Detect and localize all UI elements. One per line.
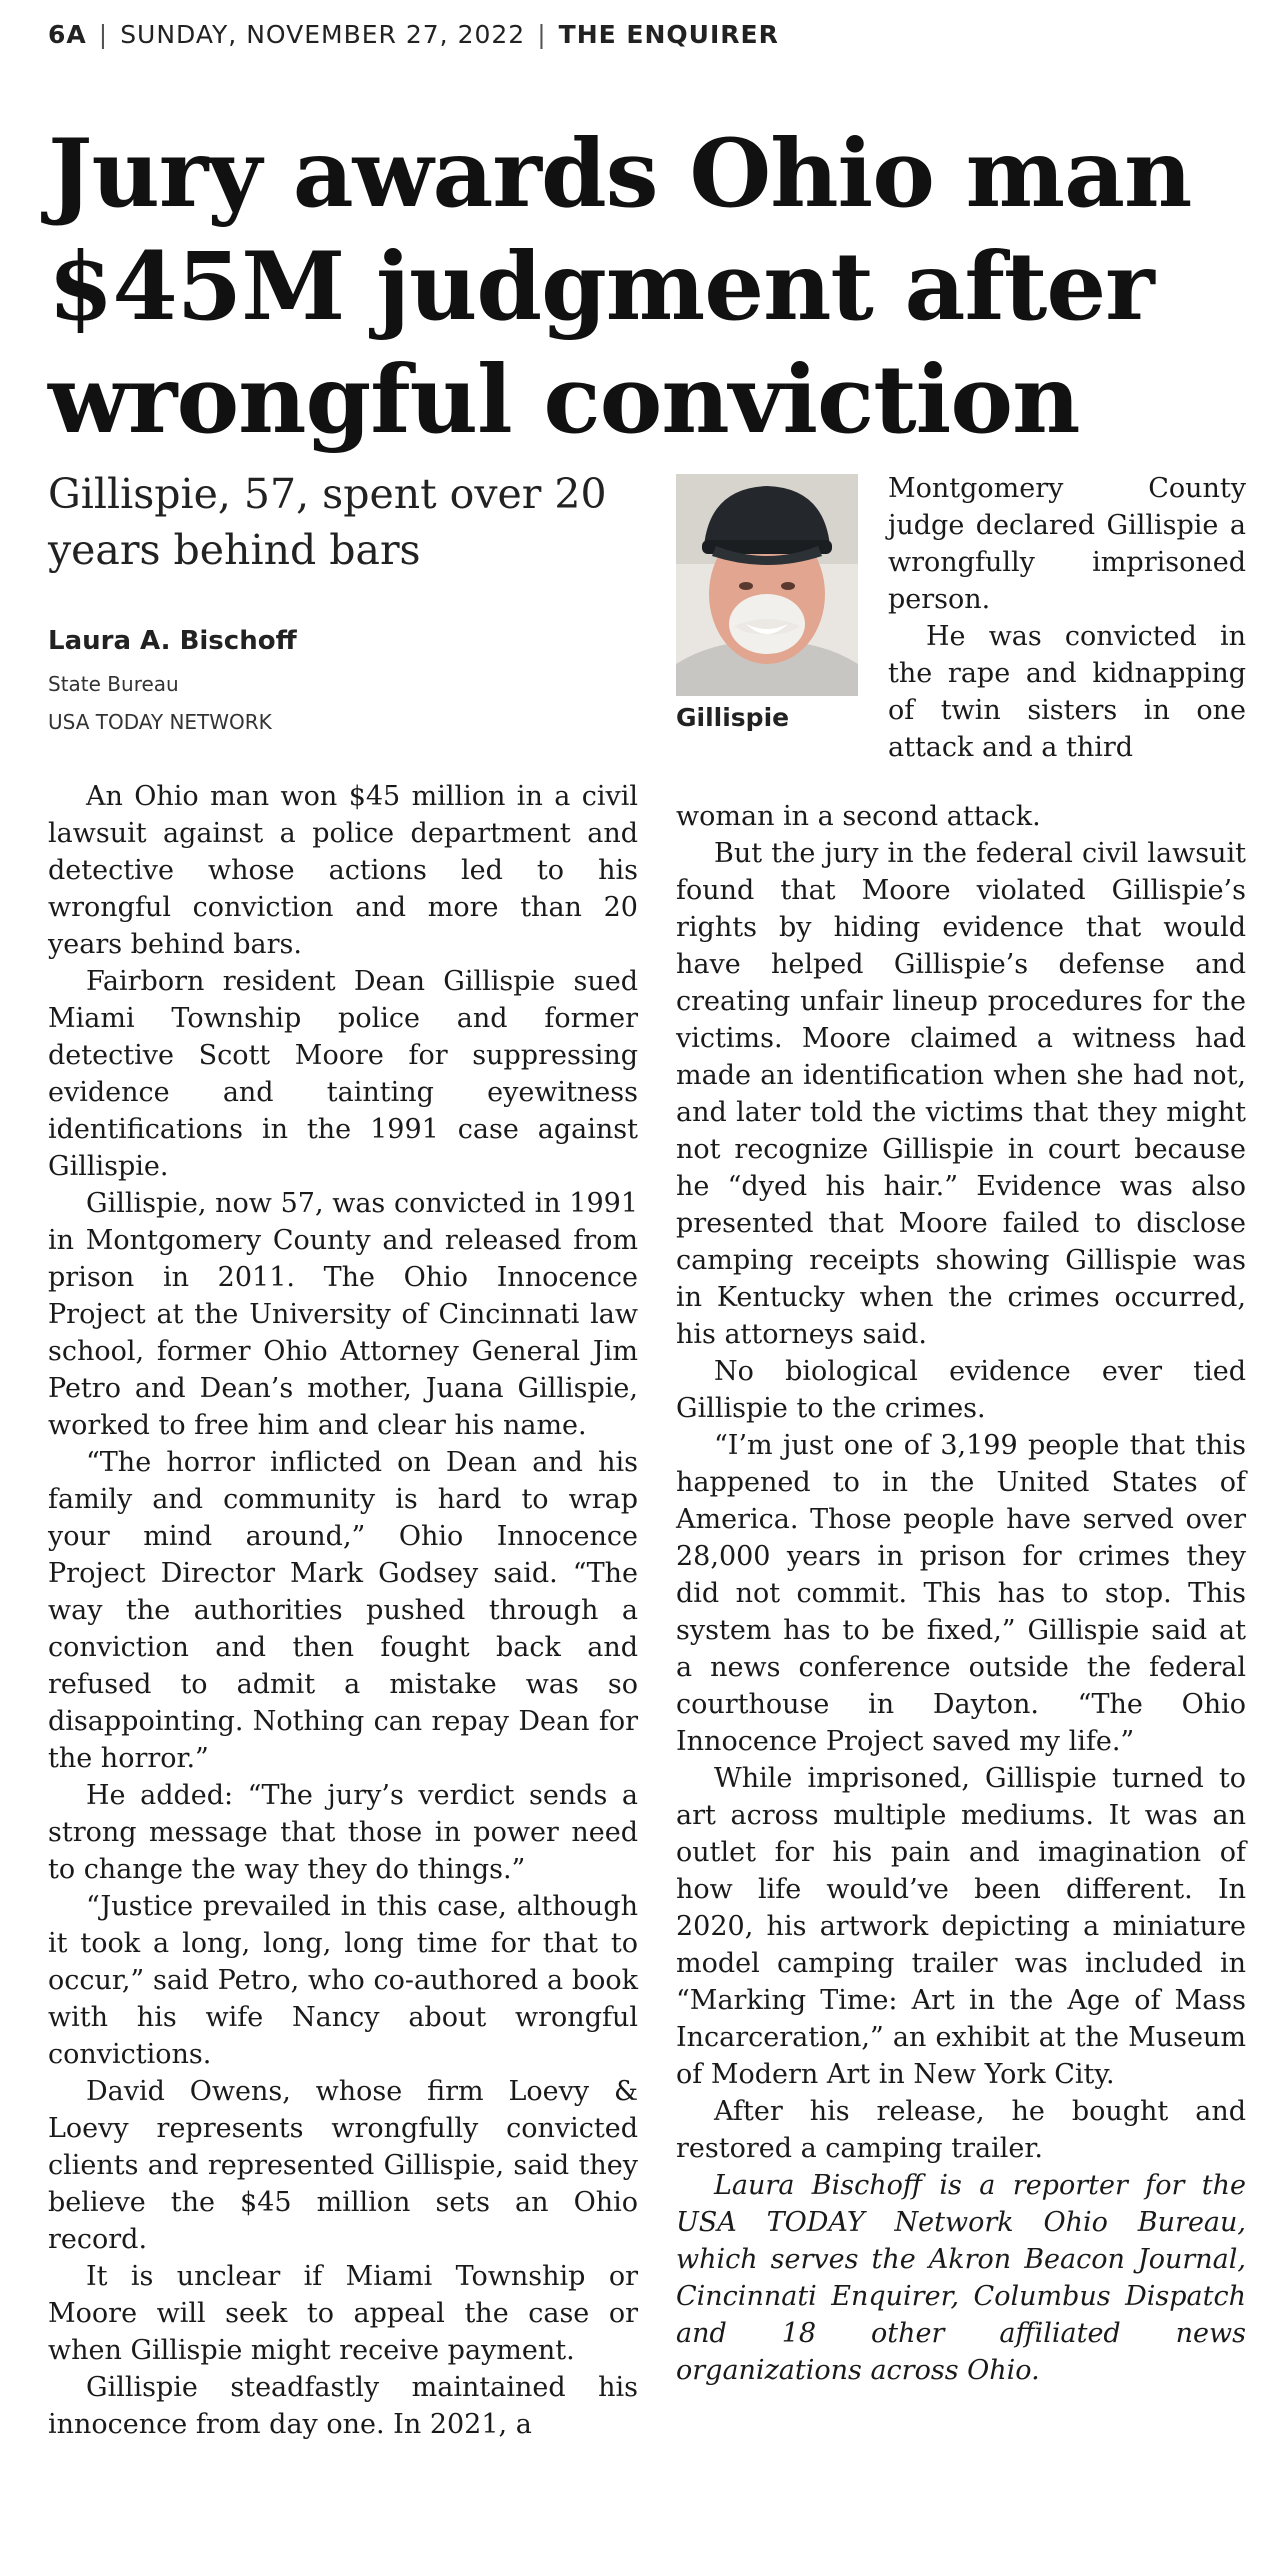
body-paragraph: It is unclear if Miami Township or Moore will seek to appeal the case or when Gillispie might receive payment. [48,2261,638,2366]
photo-caption: Gillispie [676,703,790,732]
byline-network: USA TODAY NETWORK [48,710,272,734]
body-paragraph: He was convicted in the rape and kidnapping of twin sisters in one attack and a third [888,621,1246,763]
body-paragraph: “Justice prevailed in this case, although it took a long, long, long time for that to occur,” said Petro, who co-authored a book with his wife Nancy about wrongful convictions. [48,1891,638,2070]
body-paragraph: Gillispie, now 57, was convicted in 1991 in Montgomery County and released from prison in 2011. The Ohio Innocence Project at the University of Cincinnati law school, former Ohio Attorney General Jim Petro and Dean’s mother, Juana Gillispie, worked to free him and clear his name. [48,1188,638,1441]
gillispie-photo [676,474,858,696]
body-paragraph: An Ohio man won $45 million in a civil lawsuit against a police department and detective whose actions led to his wrongful conviction and more than 20 years behind bars. [48,781,638,960]
body-paragraph: No biological evidence ever tied Gillispie to the crimes. [676,1356,1246,1424]
author-tagline: Laura Bischoff is a reporter for the USA TODAY Network Ohio Bureau, which serves the Akron Beacon Journal, Cincinnati Enquirer, Columbus Dispatch and 18 other affiliated news organizations across Ohio. [676,2170,1246,2386]
folio-divider: | [537,20,547,49]
body-paragraph: Montgomery County judge declared Gillispie a wrongfully imprisoned person. [888,473,1246,615]
body-paragraph: He added: “The jury’s verdict sends a strong message that those in power need to change the way they do things.” [48,1780,638,1885]
body-paragraph: After his release, he bought and restored a camping trailer. [676,2096,1246,2164]
article-column-right [676,798,1246,2389]
page-number: 6A [48,20,87,49]
portrait-image [676,474,858,696]
body-paragraph: Fairborn resident Dean Gillispie sued Miami Township police and former detective Scott Moore for suppressing evidence and tainting eyewitness identifications in the 1991 case against Gillispie. [48,966,638,1182]
newspaper-name: THE ENQUIRER [558,20,779,49]
body-paragraph-continued: woman in a second attack. [676,801,1041,832]
body-paragraph: While imprisoned, Gillispie turned to art across multiple mediums. It was an outlet for his pain and imagination of how life would’ve been different. In 2020, his artwork depicting a miniature model camping trailer was included in “Marking Time: Art in the Age of Mass Incarceration,” an exhibit at the Museum of Modern Art in New York City. [676,1763,1246,2090]
body-paragraph: But the jury in the federal civil lawsuit found that Moore violated Gillispie’s rights by hiding evidence that would have helped Gillispie’s defense and creating unfair lineup procedures for the victims. Moore claimed a witness had made an identification when she had not, and later told the victims that they might not recognize Gillispie in court because he “dyed his hair.” Evidence was also presented that Moore failed to disclose camping receipts showing Gillispie was in Kentucky when the crimes occurred, his attorneys said. [676,838,1246,1350]
article-deck: Gillispie, 57, spent over 20 years behind bars [48,470,607,574]
body-paragraph: “The horror inflicted on Dean and his family and community is hard to wrap your mind around,” Ohio Innocence Project Director Mark Godsey said. “The way the authorities pushed through a conviction and then fought back and refused to admit a mistake was so disappointing. Nothing can repay Dean for the horror.” [48,1447,638,1774]
page-folio [48,20,779,49]
body-paragraph: Gillispie steadfastly maintained his innocence from day one. In 2021, a [48,2372,638,2440]
byline-bureau: State Bureau [48,672,179,696]
folio-divider: | [98,20,109,49]
body-paragraph: David Owens, whose firm Loevy & Loevy represents wrongfully convicted clients and represented Gillispie, said they believe the $45 million sets an Ohio record. [48,2076,638,2255]
byline-author: Laura A. Bischoff [48,626,297,656]
article-column-left [48,778,638,2443]
article-headline: Jury awards Ohio man $45M judgment after wrongful conviction [48,119,1192,455]
article-column-right-top [888,470,1246,766]
body-paragraph: “I’m just one of 3,199 people that this happened to in the United States of America. Those people have served over 28,000 years in prison for crimes they did not commit. This has to stop. This system has to be fixed,” Gillispie said at a news conference outside the federal courthouse in Dayton. “The Ohio Innocence Project saved my life.” [676,1430,1246,1757]
issue-date: SUNDAY, NOVEMBER 27, 2022 [120,20,526,49]
